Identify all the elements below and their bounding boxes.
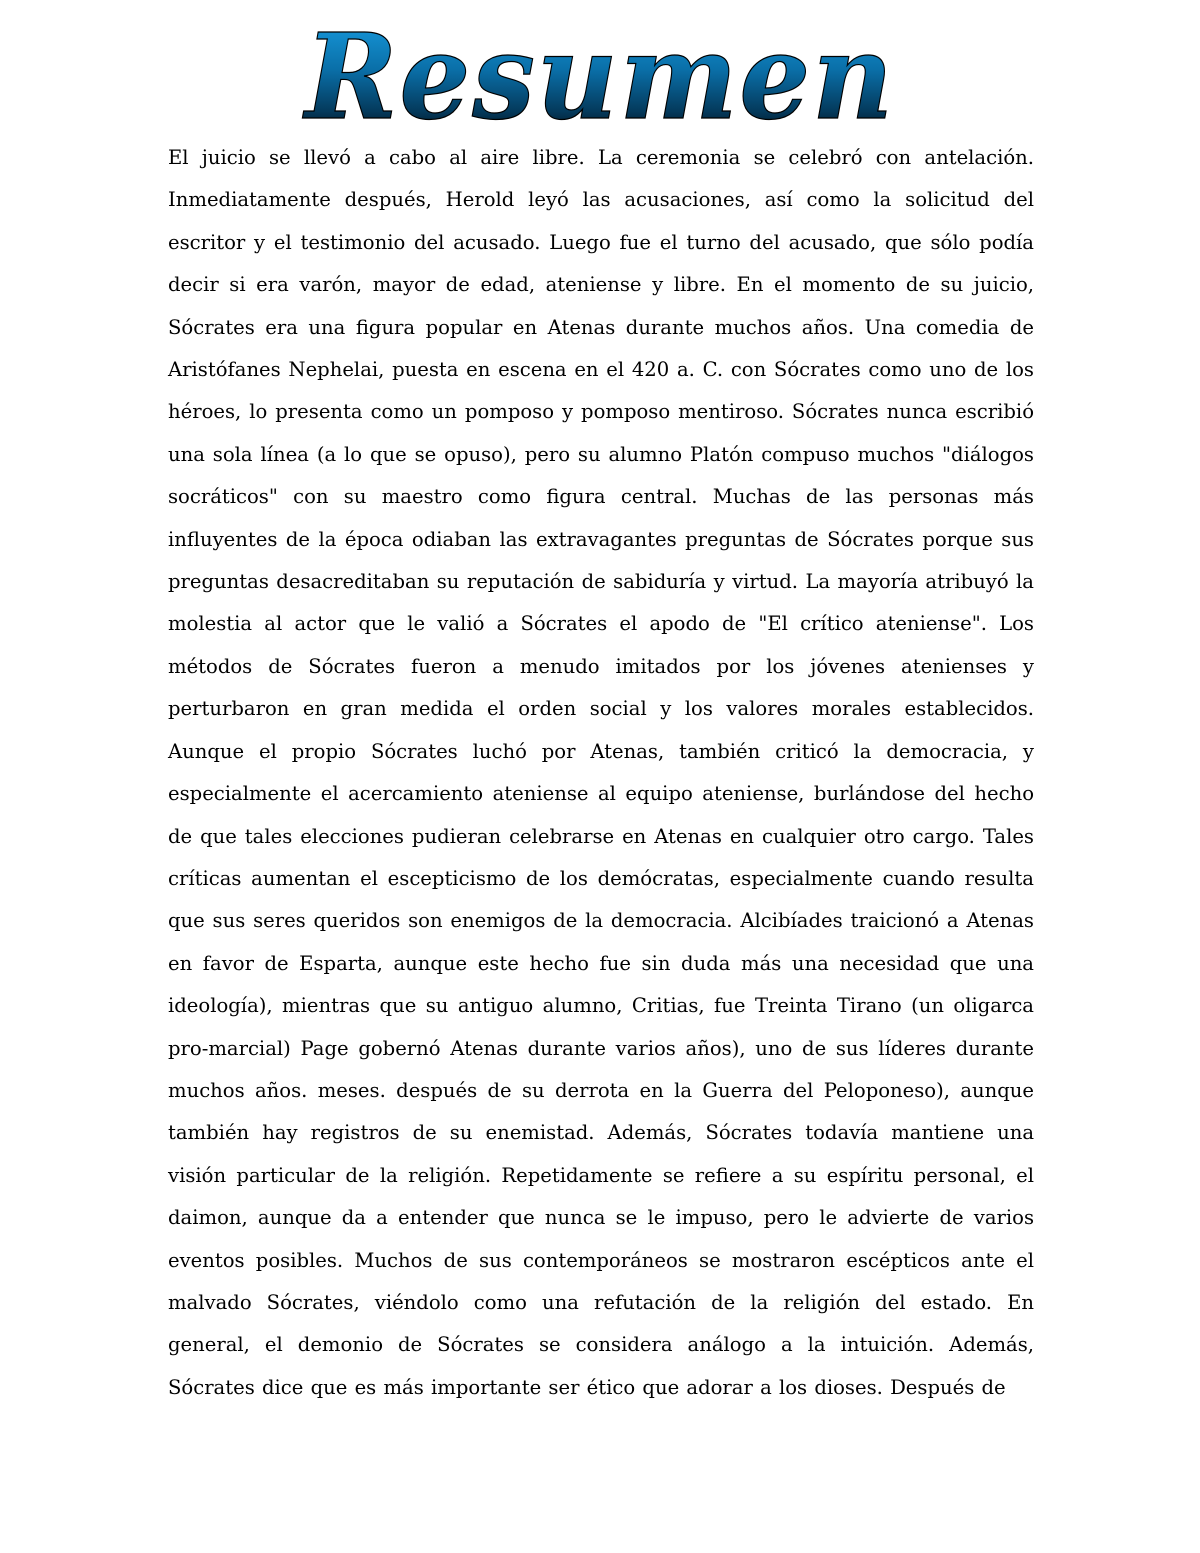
document-title: Resumen [302, 7, 895, 146]
title-banner [0, 6, 1200, 146]
body-paragraph: El juicio se llevó a cabo al aire libre. La ceremonia se celebró con antelación. Inmediatamente después, Herold leyó las acusaciones, así como la solicitud del escritor y el testimonio del acusado. Luego fue el turno del acusado, que sólo podía decir si era varón, mayor de edad, ateniense y libre. En el momento de su juicio, Sócrates era una figura popular en Atenas durante muchos años. Una comedia de Aristófanes Nephelai, puesta en escena en el 420 a. C. con Sócrates como uno de los héroes, lo presenta como un pomposo y pomposo mentiroso. Sócrates nunca escribió una sola línea (a lo que se opuso), pero su alumno Platón compuso muchos "diálogos socráticos" con su maestro como figura central. Muchas de las personas más influyentes de la época odiaban las extravagantes preguntas de Sócrates porque sus preguntas desacreditaban su reputación de sabiduría y virtud. La mayoría atribuyó la molestia al actor que le valió a Sócrates el apodo de "El crítico ateniense". Los métodos de Sócrates fueron a menudo imitados por los jóvenes atenienses y perturbaron en gran medida el orden social y los valores morales establecidos. Aunque el propio Sócrates luchó por Atenas, también criticó la democracia, y especialmente el acercamiento ateniense al equipo ateniense, burlándose del hecho de que tales elecciones pudieran celebrarse en Atenas en cualquier otro cargo. Tales críticas aumentan el escepticismo de los demócratas, especialmente cuando resulta que sus seres queridos son enemigos de la democracia. Alcibíades traicionó a Atenas en favor de Esparta, aunque este hecho fue sin duda más una necesidad que una ideología), mientras que su antiguo alumno, Critias, fue Treinta Tirano (un oligarca pro-marcial) Page gobernó Atenas durante varios años), uno de sus líderes durante muchos años. meses. después de su derrota en la Guerra del Peloponeso), aunque también hay registros de su enemistad. Además, Sócrates todavía mantiene una visión particular de la religión. Repetidamente se refiere a su espíritu personal, el daimon, aunque da a entender que nunca se le impuso, pero le advierte de varios eventos posibles. Muchos de sus contemporáneos se mostraron escépticos ante el malvado Sócrates, viéndolo como una refutación de la religión del estado. En general, el demonio de Sócrates se considera análogo a la intuición. Además, Sócrates dice que es más importante ser ético que adorar a los dioses. Después de [168, 146, 1034, 1399]
title-wordart [280, 6, 920, 146]
